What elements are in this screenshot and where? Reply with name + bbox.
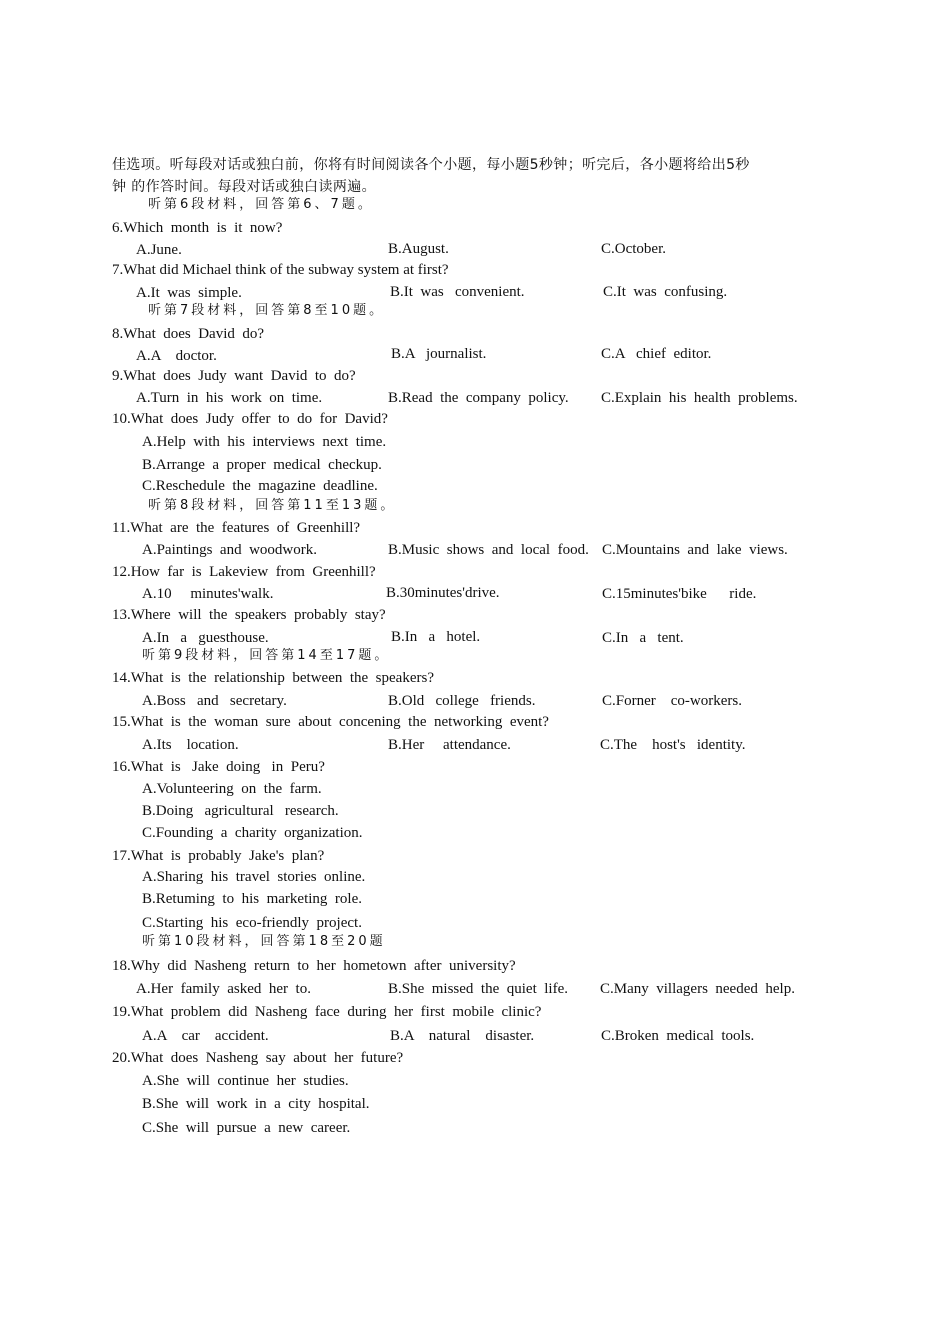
- question-19-stem: 19.What problem did Nasheng face during her first mobile clinic?: [112, 1004, 542, 1020]
- question-14-option-c: C.Forner co-workers.: [602, 693, 742, 709]
- intro-line-1: 佳选项。听每段对话或独白前，你将有时间阅读各个小题，每小题5秒钟；听完后，各小题将给出5秒: [112, 157, 750, 173]
- question-7-stem: 7.What did Michael think of the subway system at first?: [112, 262, 449, 278]
- section-heading-10: 听第10段材料，回答第18至20题: [142, 934, 386, 949]
- question-16-option-c: C.Founding a charity organization.: [142, 825, 363, 841]
- question-8-option-b: B.A journalist.: [391, 346, 487, 362]
- question-10-stem: 10.What does Judy offer to do for David?: [112, 411, 388, 427]
- question-6-option-c: C.October.: [601, 241, 666, 257]
- question-19-option-c: C.Broken medical tools.: [601, 1028, 755, 1044]
- section-heading-9: 听第9段材料，回答第14至17题。: [142, 648, 391, 663]
- question-13-option-b: B.In a hotel.: [391, 629, 481, 645]
- section-heading-7: 听第7段材料，回答第8至10题。: [148, 303, 386, 318]
- question-6-stem: 6.Which month is it now?: [112, 220, 283, 236]
- question-13-option-a: A.In a guesthouse.: [142, 630, 269, 646]
- question-11-option-a: A.Paintings and woodwork.: [142, 542, 317, 558]
- question-12-option-a: A.10 minutes'walk.: [142, 586, 274, 602]
- question-18-option-b: B.She missed the quiet life.: [388, 981, 568, 997]
- question-14-option-b: B.Old college friends.: [388, 693, 536, 709]
- question-11-option-c: C.Mountains and lake views.: [602, 542, 788, 558]
- question-7-option-a: A.It was simple.: [136, 285, 242, 301]
- section-heading-6: 听第6段材料，回答第6、7题。: [148, 197, 374, 212]
- question-20-option-b: B.She will work in a city hospital.: [142, 1096, 370, 1112]
- question-14-option-a: A.Boss and secretary.: [142, 693, 287, 709]
- question-6-option-b: B.August.: [388, 241, 449, 257]
- question-16-option-a: A.Volunteering on the farm.: [142, 781, 322, 797]
- question-18-stem: 18.Why did Nasheng return to her hometown after university?: [112, 958, 516, 974]
- question-6-option-a: A.June.: [136, 242, 182, 258]
- question-12-option-b: B.30minutes'drive.: [386, 585, 500, 601]
- question-12-option-c: C.15minutes'bike ride.: [602, 586, 757, 602]
- question-8-option-a: A.A doctor.: [136, 348, 217, 364]
- question-13-option-c: C.In a tent.: [602, 630, 684, 646]
- question-10-option-c: C.Reschedule the magazine deadline.: [142, 478, 378, 494]
- question-13-stem: 13.Where will the speakers probably stay?: [112, 607, 386, 623]
- question-17-option-c: C.Starting his eco-friendly project.: [142, 915, 362, 931]
- question-17-stem: 17.What is probably Jake's plan?: [112, 848, 325, 864]
- question-9-option-b: B.Read the company policy.: [388, 390, 569, 406]
- question-16-stem: 16.What is Jake doing in Peru?: [112, 759, 325, 775]
- question-8-stem: 8.What does David do?: [112, 326, 265, 342]
- question-7-option-b: B.It was convenient.: [390, 284, 525, 300]
- question-20-stem: 20.What does Nasheng say about her future?: [112, 1050, 404, 1066]
- question-12-stem: 12.How far is Lakeview from Greenhill?: [112, 564, 376, 580]
- question-14-stem: 14.What is the relationship between the speakers?: [112, 670, 434, 686]
- question-8-option-c: C.A chief editor.: [601, 346, 712, 362]
- question-15-option-c: C.The host's identity.: [600, 737, 746, 753]
- question-18-option-c: C.Many villagers needed help.: [600, 981, 795, 997]
- question-11-stem: 11.What are the features of Greenhill?: [112, 520, 361, 536]
- question-18-option-a: A.Her family asked her to.: [136, 981, 311, 997]
- question-19-option-a: A.A car accident.: [142, 1028, 269, 1044]
- question-20-option-a: A.She will continue her studies.: [142, 1073, 349, 1089]
- question-10-option-a: A.Help with his interviews next time.: [142, 434, 387, 450]
- question-11-option-b: B.Music shows and local food.: [388, 542, 589, 558]
- question-15-stem: 15.What is the woman sure about concening the networking event?: [112, 714, 549, 730]
- question-7-option-c: C.It was confusing.: [603, 284, 728, 300]
- question-9-option-a: A.Turn in his work on time.: [136, 390, 323, 406]
- question-15-option-b: B.Her attendance.: [388, 737, 511, 753]
- section-heading-8: 听第8段材料，回答第11至13题。: [148, 498, 397, 513]
- question-17-option-a: A.Sharing his travel stories online.: [142, 869, 366, 885]
- question-19-option-b: B.A natural disaster.: [390, 1028, 535, 1044]
- question-9-option-c: C.Explain his health problems.: [601, 390, 798, 406]
- question-9-stem: 9.What does Judy want David to do?: [112, 368, 356, 384]
- question-16-option-b: B.Doing agricultural research.: [142, 803, 339, 819]
- question-15-option-a: A.Its location.: [142, 737, 239, 753]
- question-10-option-b: B.Arrange a proper medical checkup.: [142, 457, 382, 473]
- intro-line-2: 钟 的作答时间。每段对话或独白读两遍。: [112, 179, 377, 195]
- question-20-option-c: C.She will pursue a new career.: [142, 1120, 351, 1136]
- question-17-option-b: B.Retuming to his marketing role.: [142, 891, 362, 907]
